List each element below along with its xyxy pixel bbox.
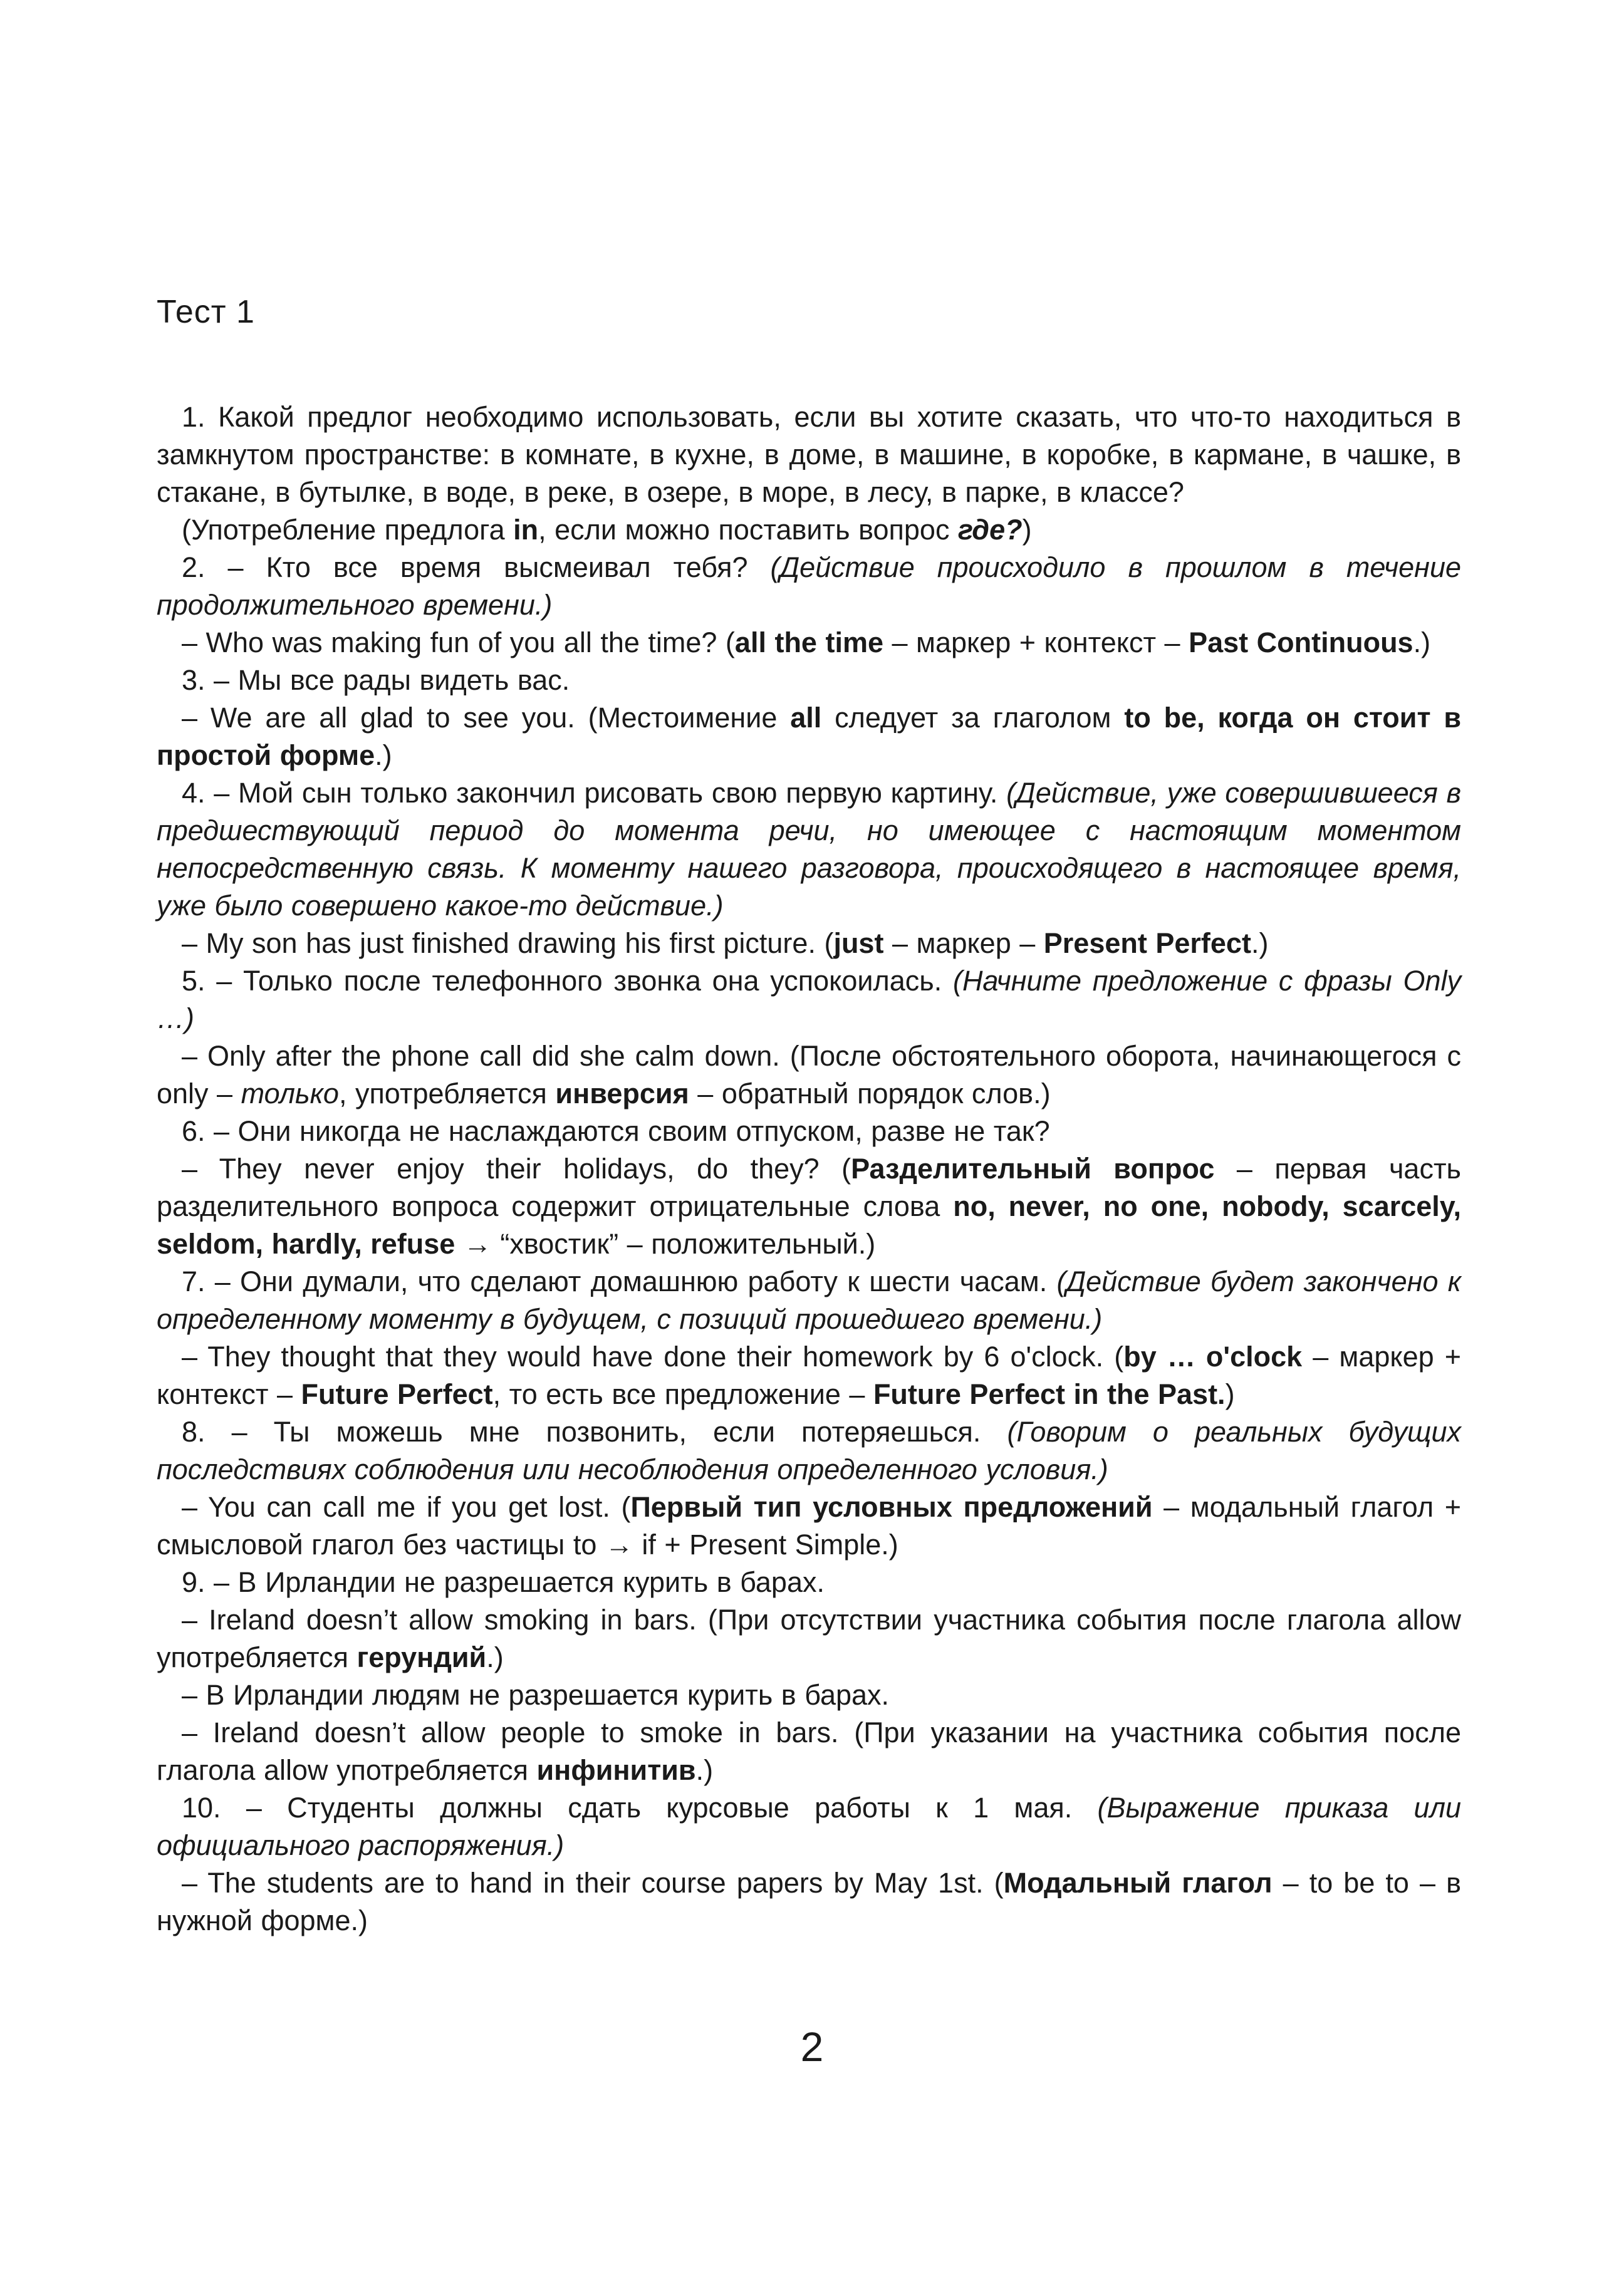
text-segment: герундий — [357, 1641, 487, 1673]
text-segment: .) — [486, 1641, 504, 1673]
text-segment: – Ireland doesn’t allow smoking in bars. (При отсутствии участника события после глагола allow употребляется — [157, 1604, 1461, 1673]
text-segment: – маркер – — [883, 927, 1044, 959]
text-segment: где? — [957, 514, 1023, 546]
page-title: Тест 1 — [157, 294, 255, 330]
text-segment: 4. – Мой сын только закончил рисовать свою первую картину. — [182, 777, 1007, 809]
text-segment: Past Continuous — [1189, 626, 1413, 658]
paragraph — [157, 699, 1461, 774]
text-segment: all the time — [734, 626, 883, 658]
paragraph — [157, 398, 1461, 511]
text-segment: Future Perfect in the Past. — [873, 1378, 1226, 1410]
text-segment: – Only after the phone call did she calm down. (После обстоятельного оборота, начинающегося с only – — [157, 1040, 1461, 1109]
text-segment: Модальный глагол — [1003, 1867, 1273, 1899]
text-segment: – маркер + контекст – — [157, 1341, 1461, 1410]
text-segment: to be, когда он стоит в простой форме — [157, 702, 1461, 771]
text-segment: 9. – В Ирландии не разрешается курить в барах. — [182, 1566, 825, 1598]
text-segment: 1. Какой предлог необходимо использовать, если вы хотите сказать, что что-то находиться в замкнутом пространстве: в комнате, в кухне, в доме, в машине, в коробке, в кармане, в чашке, в стакане, в бутылке, в воде, в реке, в озере, в море, в лесу, в парке, в классе? — [157, 401, 1461, 508]
paragraph — [157, 1413, 1461, 1488]
paragraph — [157, 1676, 1461, 1714]
text-segment: – модальный глагол + смысловой глагол без частицы to → if + Present Simple.) — [157, 1491, 1461, 1561]
text-segment: Future Perfect — [301, 1378, 493, 1410]
paragraph — [157, 1488, 1461, 1564]
text-segment: (Употребление предлога — [182, 514, 514, 546]
text-segment: → “хвостик” – положительный.) — [455, 1228, 876, 1260]
text-segment: , то есть все предложение – — [492, 1378, 873, 1410]
text-segment: – They never enjoy their holidays, do they? ( — [182, 1153, 851, 1185]
text-segment: (Действие будет закончено к определенному моменту в будущем, с позиций прошедшего времени.) — [157, 1265, 1461, 1335]
page-number: 2 — [800, 2023, 824, 2070]
text-segment: (Выражение приказа или официального распоряжения.) — [157, 1792, 1461, 1861]
text-segment: Present Perfect — [1043, 927, 1251, 959]
text-segment: .) — [695, 1754, 714, 1786]
text-segment: инверсия — [555, 1078, 689, 1109]
text-segment: – Who was making fun of you all the time? ( — [182, 626, 735, 658]
text-segment: Разделительный вопрос — [851, 1153, 1215, 1185]
paragraph — [157, 1789, 1461, 1864]
paragraph — [157, 1864, 1461, 1940]
text-segment: by … o'clock — [1123, 1341, 1303, 1373]
text-segment: – You can call me if you get lost. ( — [182, 1491, 631, 1523]
paragraph — [157, 511, 1461, 549]
paragraph — [157, 1714, 1461, 1789]
paragraph — [157, 662, 1461, 699]
paragraphs — [157, 398, 1461, 1940]
text-segment: – первая часть разделительного вопроса содержит отрицательные слова — [157, 1153, 1462, 1222]
text-segment: .) — [1251, 927, 1269, 959]
text-segment: Первый тип условных предложений — [630, 1491, 1153, 1523]
text-segment: – to be to – в нужной форме.) — [157, 1867, 1461, 1936]
text-segment: – Ireland doesn’t allow people to smoke in bars. (При указании на участника события после глагола allow употребляется — [157, 1717, 1461, 1786]
text-segment: ) — [1022, 514, 1032, 546]
text-segment: 7. – Они думали, что сделают домашнюю работу к шести часам. — [182, 1265, 1057, 1297]
text-segment: – We are all glad to see you. (Местоимение — [182, 702, 791, 734]
text-segment: (Действие происходило в прошлом в течение продолжительного времени.) — [157, 551, 1461, 621]
text-segment: – My son has just finished drawing his first picture. ( — [182, 927, 834, 959]
text-segment: только — [241, 1078, 339, 1109]
paragraph — [157, 1150, 1461, 1263]
text-segment: (Начните предложение с фразы Only …) — [157, 965, 1461, 1034]
text-segment: in — [513, 514, 539, 546]
text-segment: – обратный порядок слов.) — [689, 1078, 1051, 1109]
paragraph — [157, 549, 1461, 624]
text-segment: no, never, no one, nobody, scarcely, seldom, hardly, refuse — [157, 1190, 1461, 1260]
text-segment: 3. – Мы все рады видеть вас. — [182, 664, 570, 696]
text-segment: ) — [1225, 1378, 1235, 1410]
text-segment: .) — [1413, 626, 1431, 658]
text-segment: (Говорим о реальных будущих последствиях соблюдения или несоблюдения определенного условия.) — [157, 1416, 1461, 1485]
text-segment: – They thought that they would have done their homework by 6 o'clock. ( — [182, 1341, 1124, 1373]
text-segment: , если можно поставить вопрос — [538, 514, 958, 546]
text-segment: , употребляется — [338, 1078, 556, 1109]
paragraph — [157, 624, 1461, 662]
paragraph — [157, 1113, 1461, 1150]
text-segment: all — [790, 702, 822, 734]
paragraph — [157, 1037, 1461, 1113]
paragraph — [157, 1601, 1461, 1676]
text-segment: 8. – Ты можешь мне позвонить, если потеряешься. — [182, 1416, 1007, 1448]
paragraph — [157, 962, 1461, 1037]
text-segment: следует за глаголом — [821, 702, 1125, 734]
text-segment: just — [833, 927, 884, 959]
text-segment: 2. – Кто все время высмеивал тебя? — [182, 551, 771, 583]
text-segment: – The students are to hand in their course papers by May 1st. ( — [182, 1867, 1004, 1899]
paragraph — [157, 1564, 1461, 1601]
text-segment: 10. – Студенты должны сдать курсовые работы к 1 мая. — [182, 1792, 1098, 1824]
paragraph — [157, 1338, 1461, 1413]
text-segment: .) — [375, 739, 392, 771]
text-segment: 6. – Они никогда не наслаждаются своим отпуском, разве не так? — [182, 1115, 1050, 1147]
text-segment: – маркер + контекст – — [883, 626, 1189, 658]
paragraph — [157, 925, 1461, 962]
paragraph — [157, 774, 1461, 925]
text-segment: (Действие, уже совершившееся в предшествующий период до момента речи, но имеющее с настоящим моментом непосредственную связь. К моменту нашего разговора, происходящего в настоящее время, уже было совершено какое-то действие.) — [157, 777, 1461, 922]
paragraph — [157, 1263, 1461, 1338]
text-segment: – В Ирландии людям не разрешается курить в барах. — [182, 1679, 890, 1711]
text-segment: 5. – Только после телефонного звонка она успокоилась. — [182, 965, 953, 997]
text-segment: инфинитив — [536, 1754, 696, 1786]
